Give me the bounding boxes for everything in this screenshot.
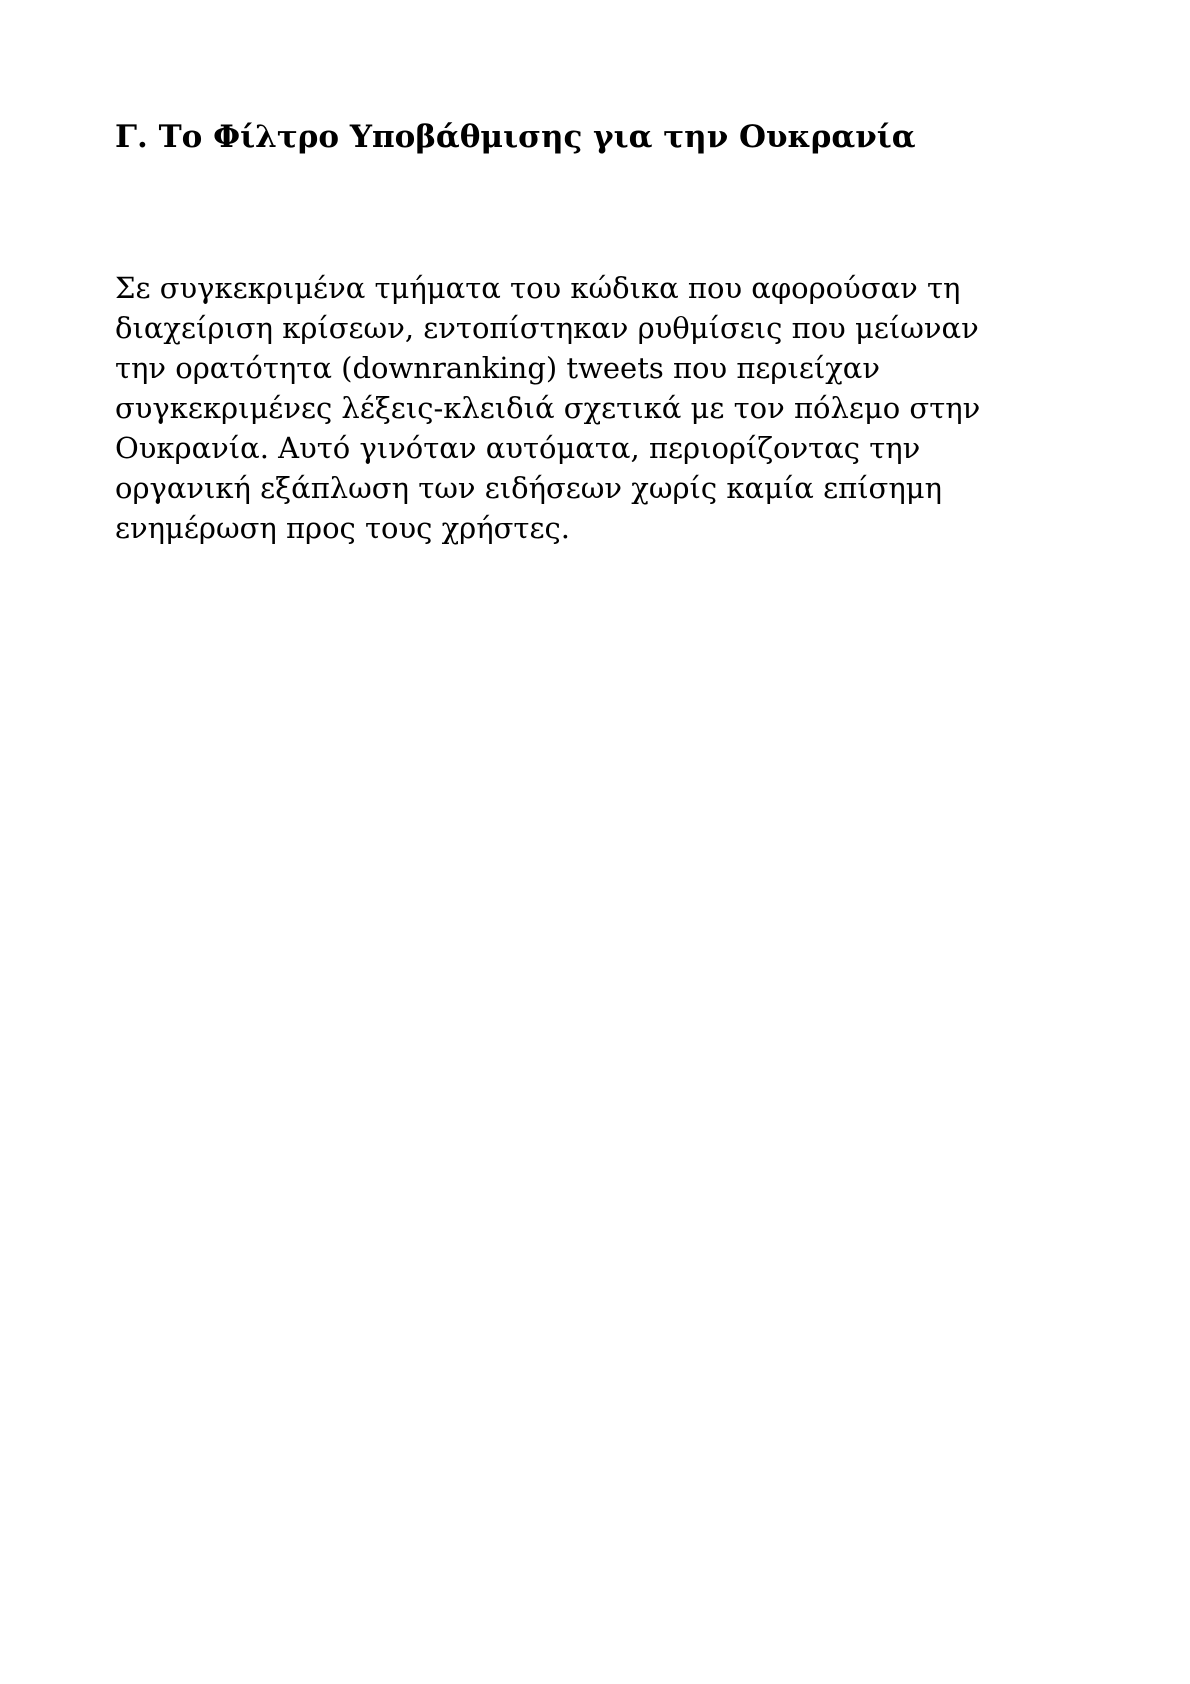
paragraph-line: την ορατότητα (downranking) tweets που περιείχαν <box>115 351 881 385</box>
paragraph-line: Ουκρανία. Αυτό γινόταν αυτόματα, περιορίζοντας την <box>115 431 921 465</box>
body-paragraph <box>115 268 1075 548</box>
paragraph-line: Σε συγκεκριμένα τμήματα του κώδικα που αφορούσαν τη <box>115 271 961 305</box>
paragraph-line: οργανική εξάπλωση των ειδήσεων χωρίς καμία επίσημη <box>115 471 942 505</box>
section-heading: Γ. Το Φίλτρο Υποβάθμισης για την Ουκρανία <box>115 119 916 155</box>
paragraph-line: συγκεκριμένες λέξεις-κλειδιά σχετικά με τον πόλεμο στην <box>115 391 981 425</box>
paragraph-line: ενημέρωση προς τους χρήστες. <box>115 511 570 545</box>
paragraph-line: διαχείριση κρίσεων, εντοπίστηκαν ρυθμίσεις που μείωναν <box>115 311 979 345</box>
